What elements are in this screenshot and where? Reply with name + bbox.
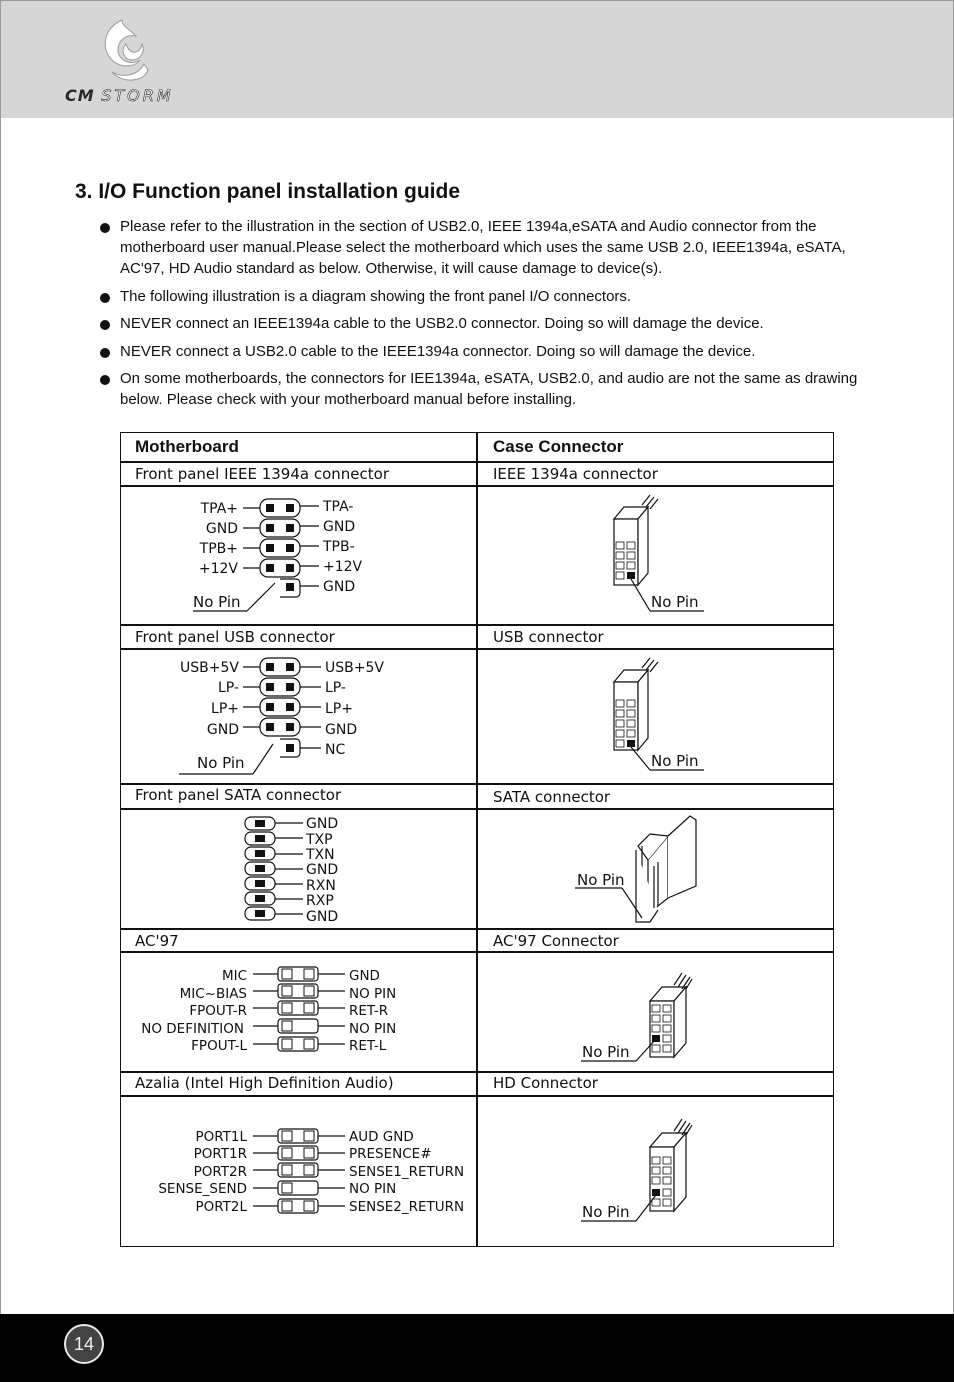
hd-right-label: SENSE2_RETURN [349, 1199, 465, 1215]
usb-left-label: GND [206, 722, 239, 738]
usb-plug-diagram [478, 650, 833, 782]
sata-header-diagram [121, 810, 476, 927]
sata-pin-label: TXP [306, 832, 333, 848]
sata-case-title: SATA connector [493, 788, 611, 806]
hd-left-label: PORT2R [193, 1164, 247, 1180]
ac97-right-label: RET-L [349, 1038, 387, 1054]
ieee-header-diagram [121, 487, 476, 623]
usb-mb-title: Front panel USB connector [135, 628, 335, 646]
ac97-right-label: GND [349, 968, 380, 984]
ieee-left-label: TPB+ [199, 541, 238, 557]
ac97-left-label: MIC~BIAS [179, 986, 247, 1002]
hd-case-title: HD Connector [493, 1074, 598, 1092]
hd-right-label: AUD GND [349, 1129, 414, 1145]
footer-bar [0, 1314, 954, 1382]
ac97-mb-title: AC'97 [135, 932, 179, 950]
brand-wordmark [65, 86, 174, 105]
bullet-item: Please refer to the illustration in the section of USB2.0, IEEE 1394a,eSATA and Audio connector from the motherboard user manual.Please select the motherboard which uses the same USB 2.0, IEEE1394a, eSATA, AC'97, HD Audio standard as below. Otherwise, it will cause damage to device(s). [98, 216, 878, 279]
no-pin-label: No Pin [577, 871, 625, 889]
no-pin-label: No Pin [197, 754, 245, 772]
bullet-item: The following illustration is a diagram showing the front panel I/O connectors. [98, 286, 878, 307]
instruction-list [98, 216, 878, 417]
brand-wordmark-bold: CM [65, 86, 95, 105]
bullet-item: NEVER connect a USB2.0 cable to the IEEE1394a connector. Doing so will damage the device. [98, 341, 878, 362]
sata-pin-label: GND [306, 862, 339, 878]
hd-left-label: PORT2L [195, 1199, 247, 1215]
table-rule [120, 624, 834, 626]
ac97-left-label: FPOUT-R [189, 1003, 247, 1019]
header-motherboard: Motherboard [135, 437, 239, 456]
table-rule [120, 461, 834, 463]
ieee-right-label: GND [323, 519, 356, 535]
brand-wordmark-thin: STORM [101, 86, 174, 105]
section-title: 3. I/O Function panel installation guide [75, 180, 461, 203]
hd-mb-title: Azalia (Intel High Definition Audio) [135, 1074, 394, 1092]
ieee-left-label: +12V [198, 561, 238, 577]
sata-pin-label: RXN [306, 878, 336, 894]
usb-right-label: USB+5V [325, 660, 384, 676]
ac97-header-diagram [121, 953, 476, 1070]
hd-right-label: NO PIN [349, 1181, 397, 1197]
ac97-right-label: NO PIN [349, 986, 397, 1002]
ac97-right-label: NO PIN [349, 1021, 397, 1037]
sata-plug-diagram [478, 810, 833, 927]
sata-mb-title: Front panel SATA connector [135, 786, 342, 804]
ieee-left-label: GND [205, 521, 238, 537]
usb-case-title: USB connector [493, 628, 604, 646]
hd-plug-diagram [478, 1097, 833, 1245]
sata-pin-label: GND [306, 816, 339, 832]
sata-pin-label: RXP [306, 893, 334, 909]
usb-right-label: NC [325, 742, 346, 758]
ac97-right-label: RET-R [349, 1003, 389, 1019]
hd-header-diagram [121, 1097, 476, 1245]
bullet-item: NEVER connect an IEEE1394a cable to the USB2.0 connector. Doing so will damage the device. [98, 313, 878, 334]
usb-right-label: GND [325, 722, 358, 738]
ac97-case-title: AC'97 Connector [493, 932, 619, 950]
ieee-right-label: TPA- [323, 499, 354, 515]
usb-header-diagram [121, 650, 476, 782]
hd-right-label: PRESENCE# [349, 1146, 432, 1162]
usb-left-label: LP- [218, 680, 239, 696]
usb-left-label: USB+5V [180, 660, 239, 676]
ac97-plug-diagram [478, 953, 833, 1070]
no-pin-label: No Pin [582, 1043, 630, 1061]
hd-right-label: SENSE1_RETURN [349, 1164, 465, 1180]
ieee-plug-diagram [478, 487, 833, 623]
ac97-left-label: FPOUT-L [191, 1038, 247, 1054]
ieee-right-label: TPB- [323, 539, 355, 555]
table-rule [120, 783, 834, 785]
hd-left-label: PORT1R [193, 1146, 247, 1162]
usb-right-label: LP- [325, 680, 346, 696]
hd-left-label: PORT1L [195, 1129, 247, 1145]
usb-left-label: LP+ [211, 701, 239, 717]
ac97-left-label: MIC [221, 968, 247, 984]
no-pin-label: No Pin [651, 593, 699, 611]
ac97-left-label: NO DEFINITION [141, 1021, 244, 1037]
table-rule [120, 928, 834, 930]
sata-pin-label: TXN [306, 847, 335, 863]
ieee-case-title: IEEE 1394a connector [493, 465, 658, 483]
ieee-mb-title: Front panel IEEE 1394a connector [135, 465, 389, 483]
table-rule [120, 1071, 834, 1073]
no-pin-label: No Pin [651, 752, 699, 770]
ieee-right-label: GND [323, 579, 356, 595]
no-pin-label: No Pin [582, 1203, 630, 1221]
page-number: 14 [64, 1324, 104, 1364]
ieee-right-label: +12V [323, 559, 363, 575]
bullet-item: On some motherboards, the connectors for IEE1394a, eSATA, USB2.0, and audio are not the same as drawing below. Please check with your motherboard manual before installing. [98, 368, 878, 410]
sata-pin-label: GND [306, 909, 339, 925]
usb-right-label: LP+ [325, 701, 353, 717]
no-pin-label: No Pin [193, 593, 241, 611]
ieee-left-label: TPA+ [200, 501, 238, 517]
hd-left-label: SENSE_SEND [158, 1181, 247, 1197]
header-case-connector: Case Connector [493, 437, 624, 456]
